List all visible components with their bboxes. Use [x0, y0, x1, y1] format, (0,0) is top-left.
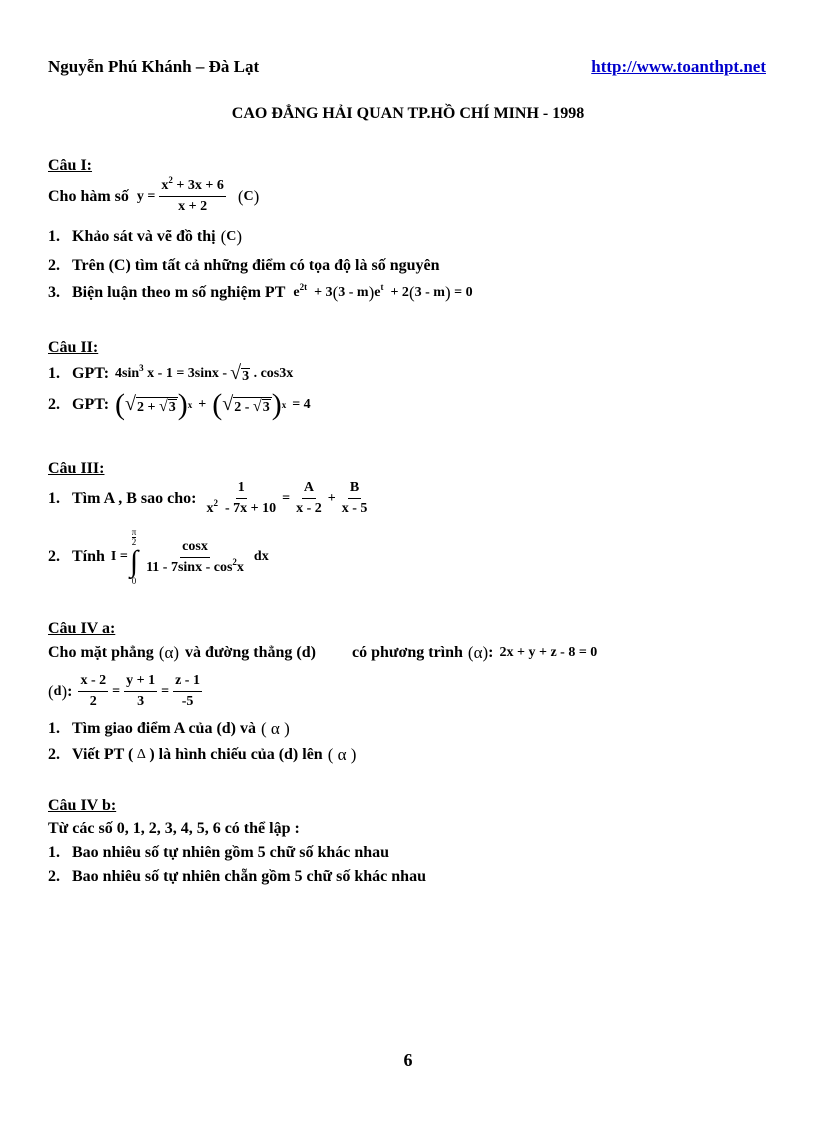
intro-text: Cho hàm số [48, 187, 129, 205]
section-heading-1: Câu I: [48, 157, 93, 174]
list-item: 2. Viết PT ( Δ ) là hình chiếu của (d) lên ( α ) [48, 745, 357, 764]
function-fraction: $\frac{x^2 + 3x + 6}{x + 2}$ [161, 175, 224, 214]
list-item: 2. Bao nhiêu số tự nhiên chẵn gồm 5 chữ số khác nhau [48, 868, 426, 885]
list-item: 1. GPT: $4\sin^3$ x - 1 = 3sinx - √ 3 . cos3x [48, 362, 294, 384]
section-heading-3: Câu III: [48, 460, 105, 477]
author-header: Nguyễn Phú Khánh – Đà Lạt [48, 57, 260, 76]
list-item: 3. Biện luận theo m số nghiệm PT $e^{2t} + 3$ ( 3 - m ) $e^t + 2$ ( 3 - m ) = 0 [48, 282, 473, 302]
page-number: 6 [403, 1050, 413, 1070]
list-item: 1. Tìm giao điểm A của (d) và ( α ) [48, 719, 290, 738]
list-item: 1. Tìm A , B sao cho: $\frac{1}{x^2 - 7x + 10}$ = $\frac{A}{x - 2}$ + $\frac{B}{x - 5}$ [48, 480, 368, 516]
function-definition: Cho hàm số y = $\frac{x^2 + 3x + 6}{x + 2}$ ( C ) [48, 175, 260, 214]
list-item: 2. GPT: ( √ 2 + √3 ) x + ( √ 2 - √3 ) x = 4 [48, 387, 311, 421]
section-heading-2: Câu II: [48, 339, 99, 356]
line-equation: ( d ) : $\frac{x - 2}{2}$ = $\frac{y + 1}{3}$ = $\frac{z - 1}{-5}$ [48, 673, 200, 709]
document-title: CAO ĐẲNG HẢI QUAN TP.HỒ CHÍ MINH - 1998 [231, 105, 585, 122]
website-link[interactable]: http://www.toanthpt.net [591, 57, 766, 76]
section-heading-4a: Câu IV a: [48, 620, 116, 637]
plane-line-intro: Cho mặt phẳng (α) và đường thẳng (d) có phương trình (α) : 2x + y + z - 8 = 0 [48, 643, 598, 662]
list-item: 1. Bao nhiêu số tự nhiên gồm 5 chữ số khác nhau [48, 844, 390, 861]
list-item: 2. Tính I = π 2 ∫ 0 $\frac{\cos x}{11 - 7\sin x - \cos^2x}$ dx [48, 527, 269, 586]
list-item: 1. Khảo sát và vẽ đồ thị ( C ) [48, 227, 243, 246]
list-item: 2. Trên (C) tìm tất cả những điểm có tọa độ là số nguyên [48, 257, 440, 274]
combinatorics-intro: Từ các số 0, 1, 2, 3, 4, 5, 6 có thể lập : [48, 820, 300, 837]
section-heading-4b: Câu IV b: [48, 797, 117, 814]
